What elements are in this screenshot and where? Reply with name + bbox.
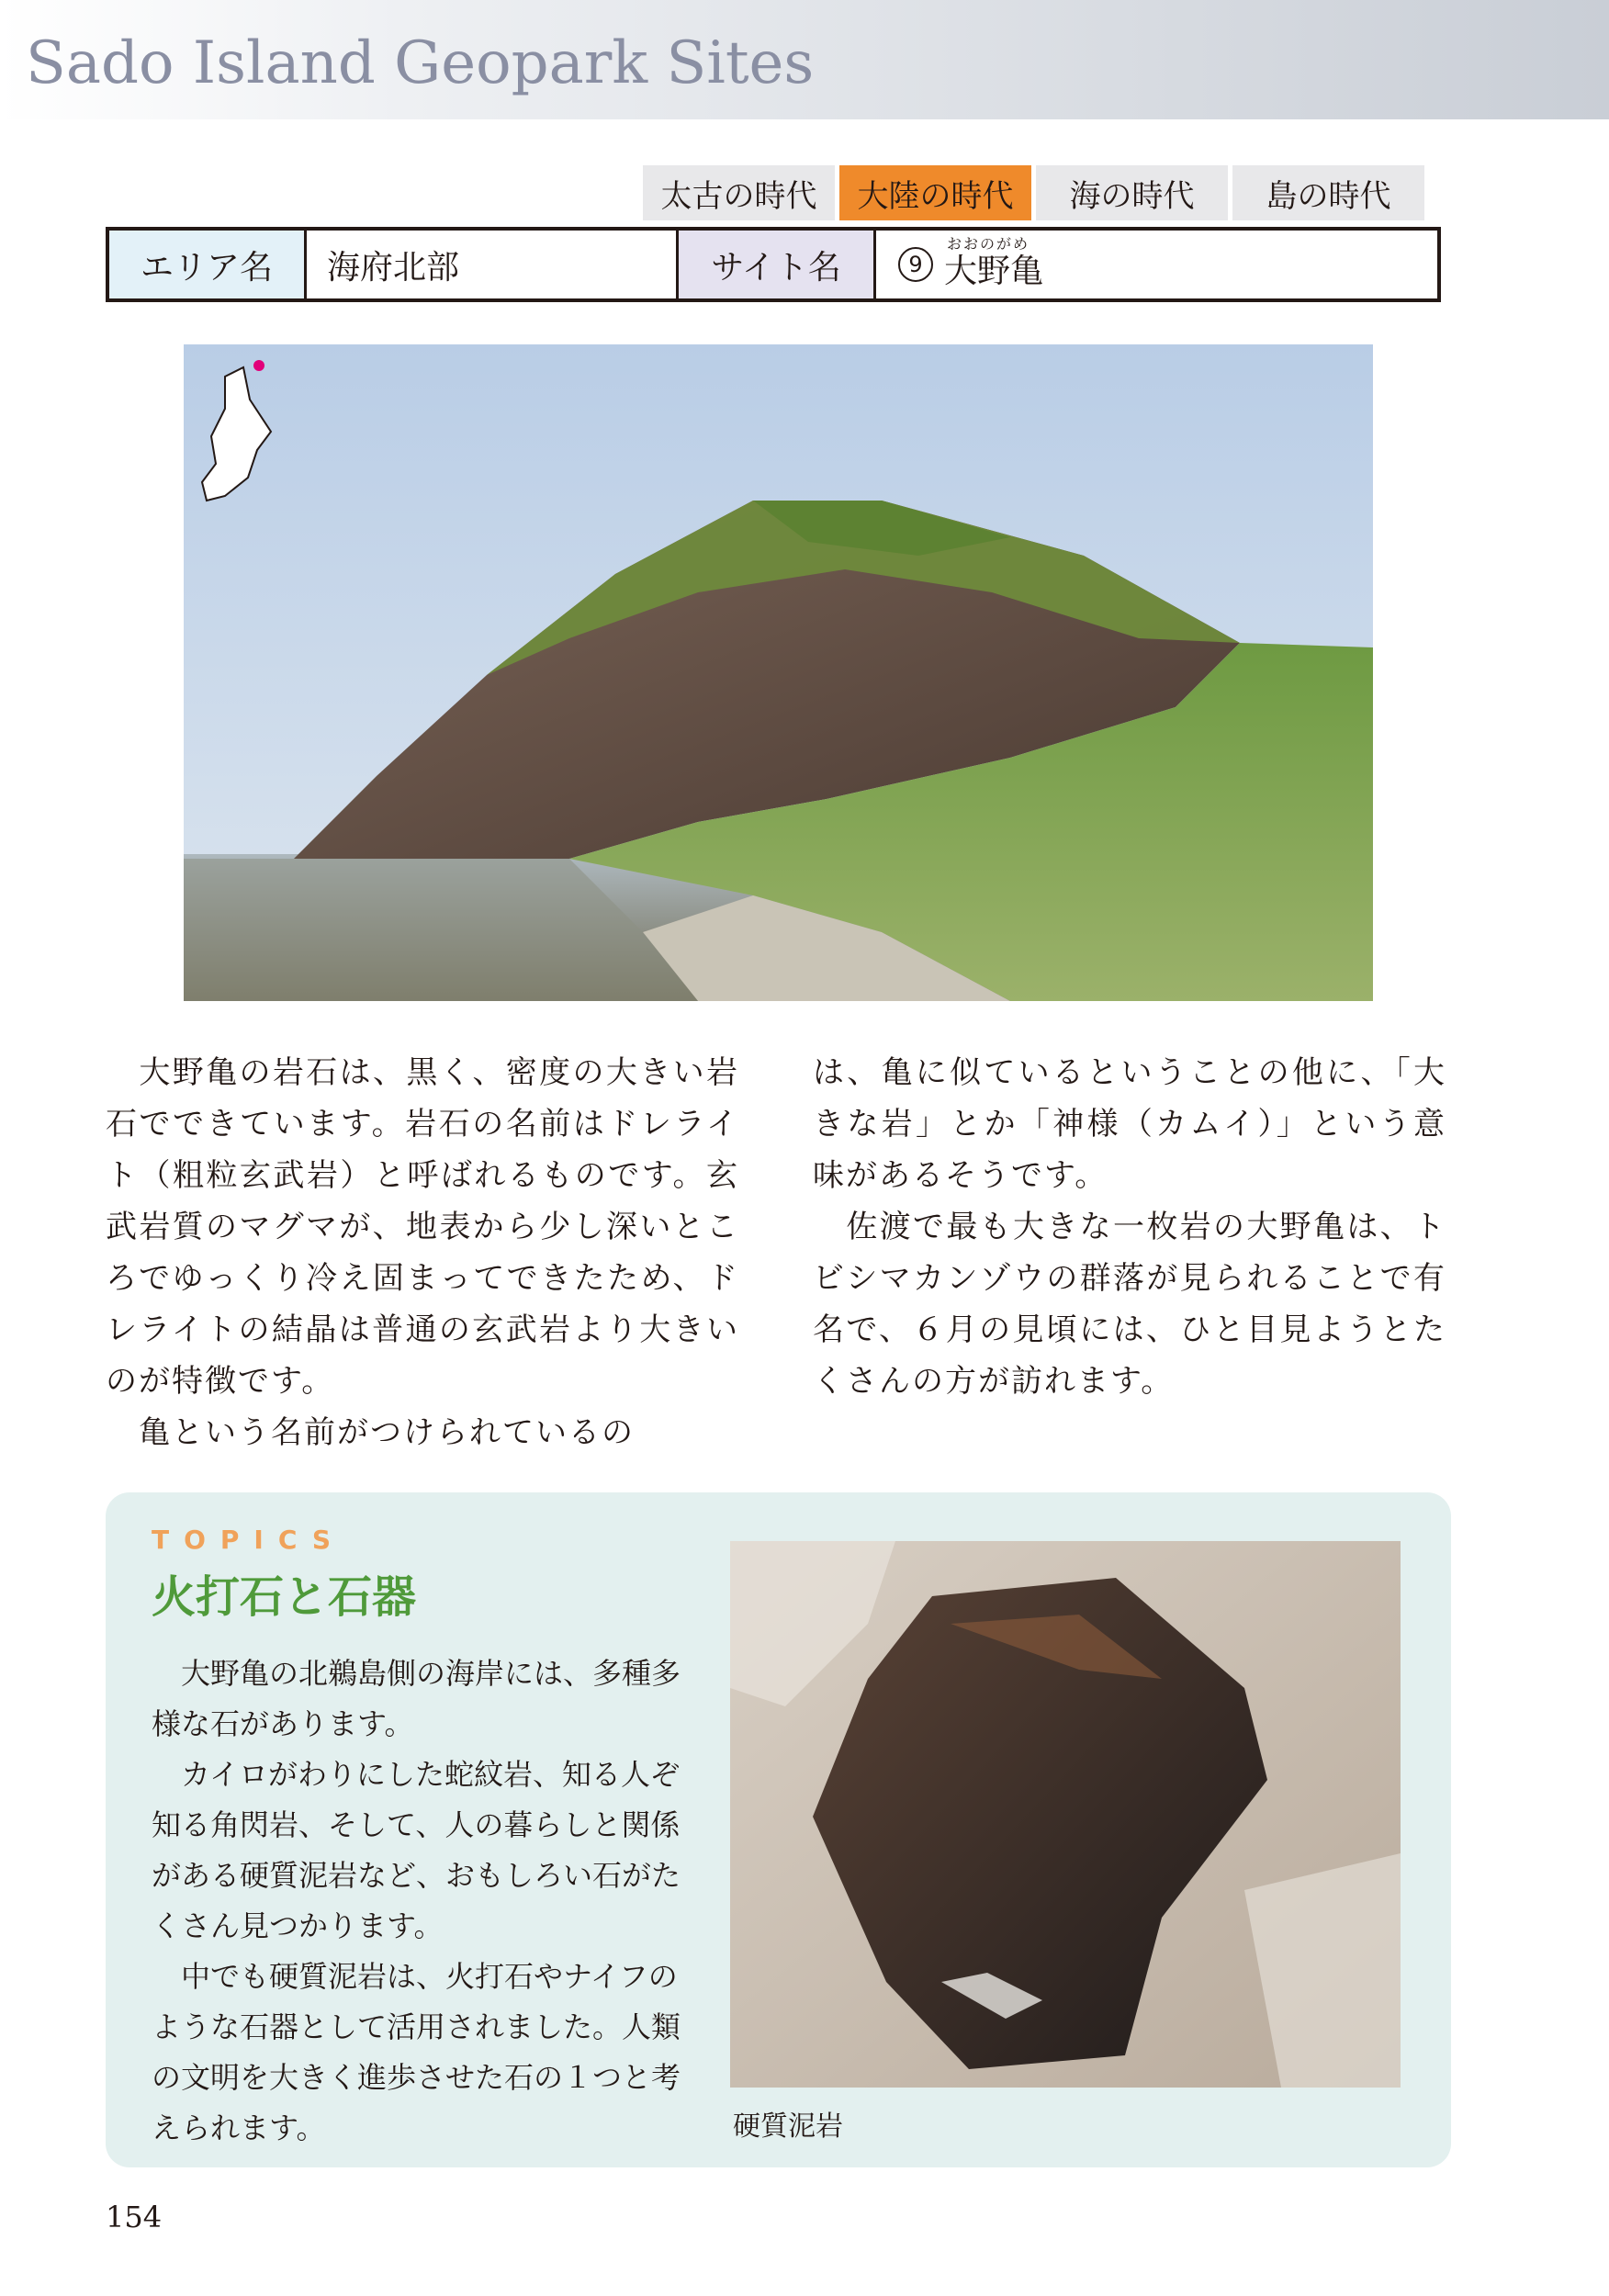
area-label: エリア名	[109, 231, 307, 298]
era-tabs	[643, 165, 1424, 220]
rock-photo-caption: 硬質泥岩	[733, 2110, 843, 2143]
site-value	[876, 231, 1437, 298]
topics-paragraph: カイロがわりにした蛇紋岩、知る人ぞ知る角閃岩、そして、人の暮らしと関係がある硬質泥岩など、おもしろい石がたくさん見つかります。	[152, 1757, 681, 1943]
era-tab-sea: 海の時代	[1036, 165, 1228, 220]
topics-paragraph: 中でも硬質泥岩は、火打石やナイフのような石器として活用されました。人類の文明を大きく進歩させた石の１つと考えられます。	[152, 1959, 681, 2145]
site-name-ruby: おおのがめ	[947, 235, 1030, 253]
body-column-right	[813, 1047, 1446, 1407]
page-title: Sado Island Geopark Sites	[26, 29, 815, 97]
era-tab-ancient: 太古の時代	[643, 165, 835, 220]
topics-title: 火打石と石器	[152, 1571, 417, 1623]
body-paragraph: 亀という名前がつけられているの	[106, 1414, 635, 1451]
body-column-left	[106, 1047, 739, 1458]
site-number-badge: 9	[898, 247, 933, 282]
site-info-box	[106, 227, 1441, 302]
body-paragraph: 大野亀の岩石は、黒く、密度の大きい岩石でできています。岩石の名前はドレライト（粗粒玄武岩）と呼ばれるものです。玄武岩質のマグマが、地表から少し深いところでゆっくり冷え固まってできたため、ドレライトの結晶は普通の玄武岩より大きいのが特徴です。	[106, 1054, 739, 1400]
body-paragraph: 佐渡で最も大きな一枚岩の大野亀は、トビシマカンゾウの群落が見られることで有名で、６月の見頃には、ひと目見ようとたくさんの方が訪れます。	[813, 1209, 1446, 1400]
era-tab-continent: 大陸の時代	[839, 165, 1031, 220]
topics-label: TOPICS	[152, 1525, 346, 1555]
body-paragraph: は、亀に似ているということの他に、「大きな岩」とか「神様（カムイ）」という意味があるそうです。	[813, 1054, 1446, 1194]
rock-photo	[730, 1541, 1401, 2088]
main-landscape-photo	[184, 344, 1373, 1001]
area-value: 海府北部	[307, 231, 679, 298]
era-tab-island: 島の時代	[1232, 165, 1424, 220]
topics-paragraph: 大野亀の北鵜島側の海岸には、多種多様な石があります。	[152, 1656, 681, 1741]
page-number: 154	[106, 2200, 163, 2234]
site-name: 大野亀	[944, 252, 1044, 290]
topics-body	[152, 1649, 684, 2154]
site-label: サイト名	[679, 231, 876, 298]
